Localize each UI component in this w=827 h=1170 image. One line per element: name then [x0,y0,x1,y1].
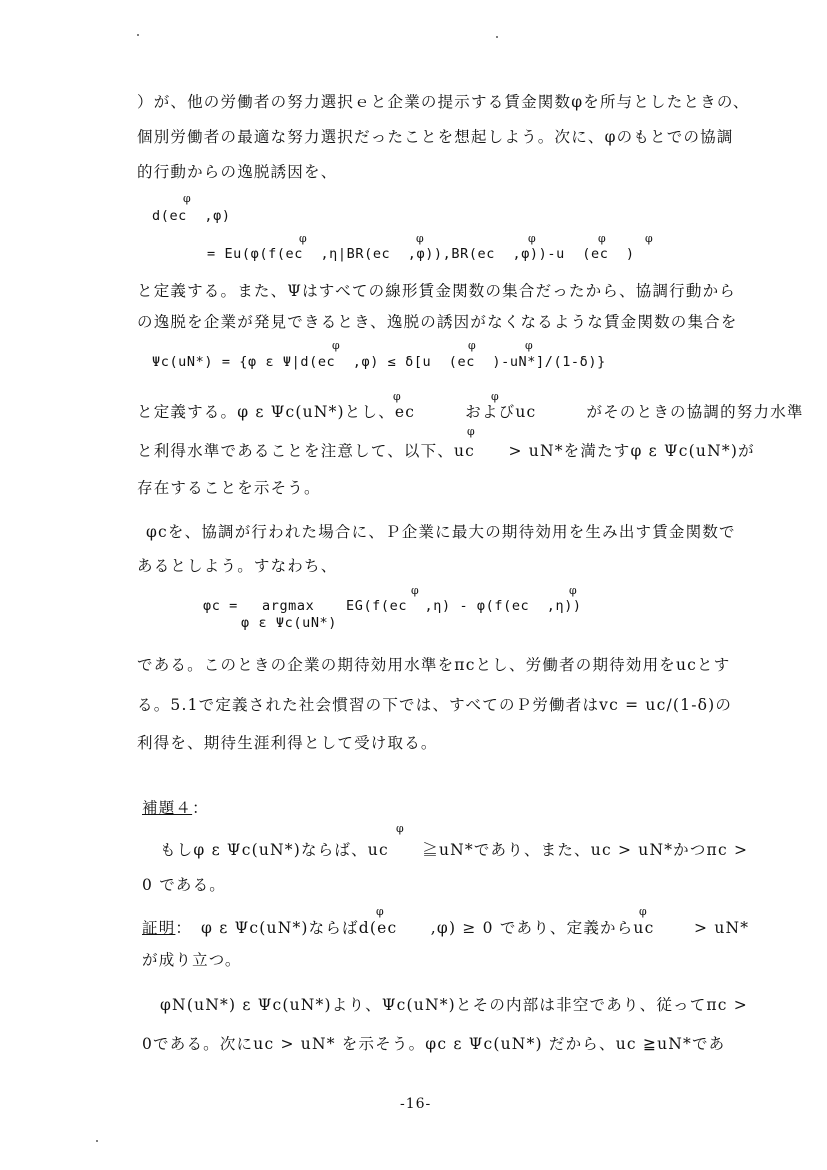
body-line: あるとしよう。すなわち、 [137,557,338,575]
proof-text: ： φ ε Ψc(uN*)ならばd(ec ,φ) ≥ 0 であり、定義からuc > uN* [175,919,750,937]
body-line: である。このときの企業の期待効用水準をπcとし、労働者の期待効用をucとす [137,656,731,674]
proof-line: φN(uN*) ε Ψc(uN*)より、Ψc(uN*)とその内部は非空であり、従ってπc > [160,996,748,1014]
superscript-phi: φ [569,584,577,597]
body-line: と定義する。φ ε Ψc(uN*)とし、ec およびuc がそのときの協調的努力水準 [137,403,804,421]
superscript-phi: φ [525,339,533,352]
proof-line [142,918,749,938]
body-line: と利得水準であることを注意して、以下、uc > uN*を満たすφ ε Ψc(uN*)が [137,442,755,460]
superscript-phi: φ [598,232,606,245]
equation-argmax: argmax [262,598,315,614]
proof-line: が成り立つ。 [142,951,242,969]
superscript-phi: φ [183,192,191,205]
superscript-phi: φ [639,905,647,918]
equation-d-rhs: = Eu(φ(f(ec ,η|BR(ec ,φ)),BR(ec ,φ))-u (ec ) [207,246,635,262]
superscript-phi: φ [299,232,307,245]
scan-speck [137,34,139,36]
body-line: 的行動からの逸脱誘因を、 [137,163,338,181]
body-line: の逸脱を企業が発見できるとき、逸脱の誘因がなくなるような賃金関数の集合を [137,313,738,331]
body-line: 個別労働者の最適な努力選択だったことを想起しよう。次に、φのもとでの協調 [137,128,734,146]
body-line: と定義する。また、Ψはすべての線形賃金関数の集合だったから、協調行動から [137,282,736,300]
superscript-phi: φ [491,390,499,403]
body-line: 存在することを示そう。 [137,479,321,497]
body-line: 利得を、期待生涯利得として受け取る。 [137,734,438,752]
scan-speck [496,36,498,38]
page-number: -16- [400,1096,432,1112]
body-line: る。5.1で定義された社会慣習の下では、すべてのＰ労働者はvc = uc/(1-δ)の [137,696,733,714]
body-line: ）が、他の労働者の努力選択ｅと企業の提示する賃金関数φを所与としたときの、 [137,93,750,111]
proposition-heading [142,798,209,818]
superscript-phi: φ [645,232,653,245]
superscript-phi: φ [528,232,536,245]
proposition-line: 0 である。 [142,876,226,894]
equation-argmax-domain: φ ε Ψc(uN*) [241,615,338,631]
proposition-colon: ： [192,799,209,817]
superscript-phi: φ [468,339,476,352]
superscript-phi: φ [416,232,424,245]
equation-d-definition: d(ec ,φ) [152,208,231,224]
proposition-label: 補題４ [142,799,193,817]
superscript-phi: φ [393,390,401,403]
superscript-phi: φ [332,339,340,352]
proposition-line: もしφ ε Ψc(uN*)ならば、uc ≧uN*であり、また、uc > uN*かつπc > [160,841,749,859]
superscript-phi: φ [396,822,404,835]
superscript-phi: φ [376,905,384,918]
body-line: φcを、協調が行われた場合に、Ｐ企業に最大の期待効用を生み出す賃金関数で [146,523,736,541]
superscript-phi: φ [411,584,419,597]
proof-label: 証明 [142,919,176,937]
scan-speck [96,1140,98,1142]
superscript-phi: φ [467,425,475,438]
proof-line: 0である。次にuc > uN* を示そう。φc ε Ψc(uN*) だから、uc ≧uN*であ [142,1035,726,1053]
equation-objective: EG(f(ec ,η) - φ(f(ec ,η)) [346,598,582,614]
equation-psi-c-set: Ψc(uN*) = {φ ε Ψ|d(ec ,φ) ≤ δ[u (ec )-uN*]/(1-δ)} [152,354,606,370]
equation-phi-c: φc = [203,598,238,614]
